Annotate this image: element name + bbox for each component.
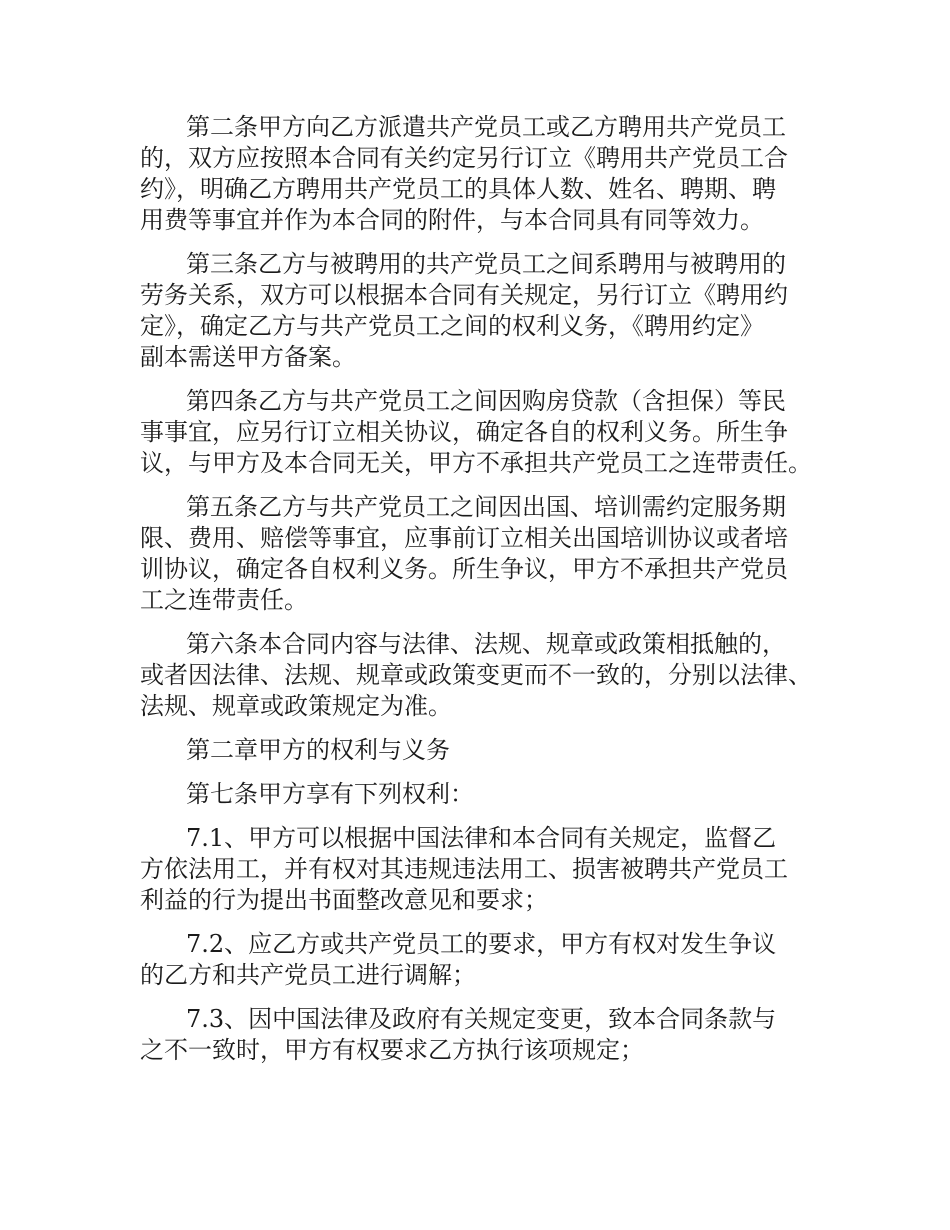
clause-7-2-paragraph [140, 929, 830, 991]
article-2-paragraph [140, 112, 830, 236]
text-line: 第七条甲方享有下列权利： [186, 780, 474, 808]
text-line: 利益的行为提出书面整改意见和要求； [140, 886, 548, 914]
text-line: 副本需送甲方备案。 [140, 343, 356, 371]
text-line: 训协议，确定各自权利义务。所生争议，甲方不承担共产党员 [140, 555, 788, 583]
text-line: 法规、规章或政策规定为准。 [140, 692, 452, 720]
text-line: 限、费用、赔偿等事宜，应事前订立相关出国培训协议或者培 [140, 524, 788, 552]
text-line: 或者因法律、法规、规章或政策变更而不一致的，分别以法律、 [140, 661, 812, 689]
text-line: 用费等事宜并作为本合同的附件，与本合同具有同等效力。 [140, 206, 764, 234]
text-line: 事事宜，应另行订立相关协议，确定各自的权利义务。所生争 [140, 418, 788, 446]
text-line: 第二章甲方的权利与义务 [186, 736, 450, 764]
article-5-paragraph [140, 492, 830, 616]
text-line: 第六条本合同内容与法律、法规、规章或政策相抵触的， [186, 630, 786, 658]
text-line: 7.3、因中国法律及政府有关规定变更，致本合同条款与 [186, 1005, 777, 1033]
text-line: 第二条甲方向乙方派遣共产党员工或乙方聘用共产党员工 [186, 113, 786, 141]
text-line: 约》，明确乙方聘用共产党员工的具体人数、姓名、聘期、聘 [140, 175, 776, 203]
chapter-2-heading [140, 735, 830, 766]
text-line: 工之连带责任。 [140, 586, 308, 614]
text-line: 第五条乙方与共产党员工之间因出国、培训需约定服务期 [186, 493, 786, 521]
text-line: 议，与甲方及本合同无关，甲方不承担共产党员工之连带责任。 [140, 449, 812, 477]
clause-7-3-paragraph [140, 1004, 830, 1066]
text-line: 定》，确定乙方与共产党员工之间的权利义务，《聘用约定》 [140, 312, 764, 340]
text-line: 7.1、甲方可以根据中国法律和本合同有关规定，监督乙 [186, 824, 777, 852]
text-line: 方依法用工，并有权对其违规违法用工、损害被聘共产党员工 [140, 855, 788, 883]
article-3-paragraph [140, 249, 830, 373]
text-line: 第四条乙方与共产党员工之间因购房贷款（含担保）等民 [186, 387, 786, 415]
text-line: 第三条乙方与被聘用的共产党员工之间系聘用与被聘用的 [186, 250, 786, 278]
text-line: 之不一致时，甲方有权要求乙方执行该项规定； [140, 1036, 644, 1064]
article-7-heading [140, 779, 830, 810]
text-line: 劳务关系，双方可以根据本合同有关规定，另行订立《聘用约 [140, 281, 788, 309]
text-line: 的，双方应按照本合同有关约定另行订立《聘用共产党员工合 [140, 144, 788, 172]
document-body [140, 112, 830, 1079]
text-line: 的乙方和共产党员工进行调解； [140, 961, 476, 989]
article-4-paragraph [140, 386, 830, 479]
clause-7-1-paragraph [140, 823, 830, 916]
text-line: 7.2、应乙方或共产党员工的要求，甲方有权对发生争议 [186, 930, 777, 958]
article-6-paragraph [140, 629, 830, 722]
